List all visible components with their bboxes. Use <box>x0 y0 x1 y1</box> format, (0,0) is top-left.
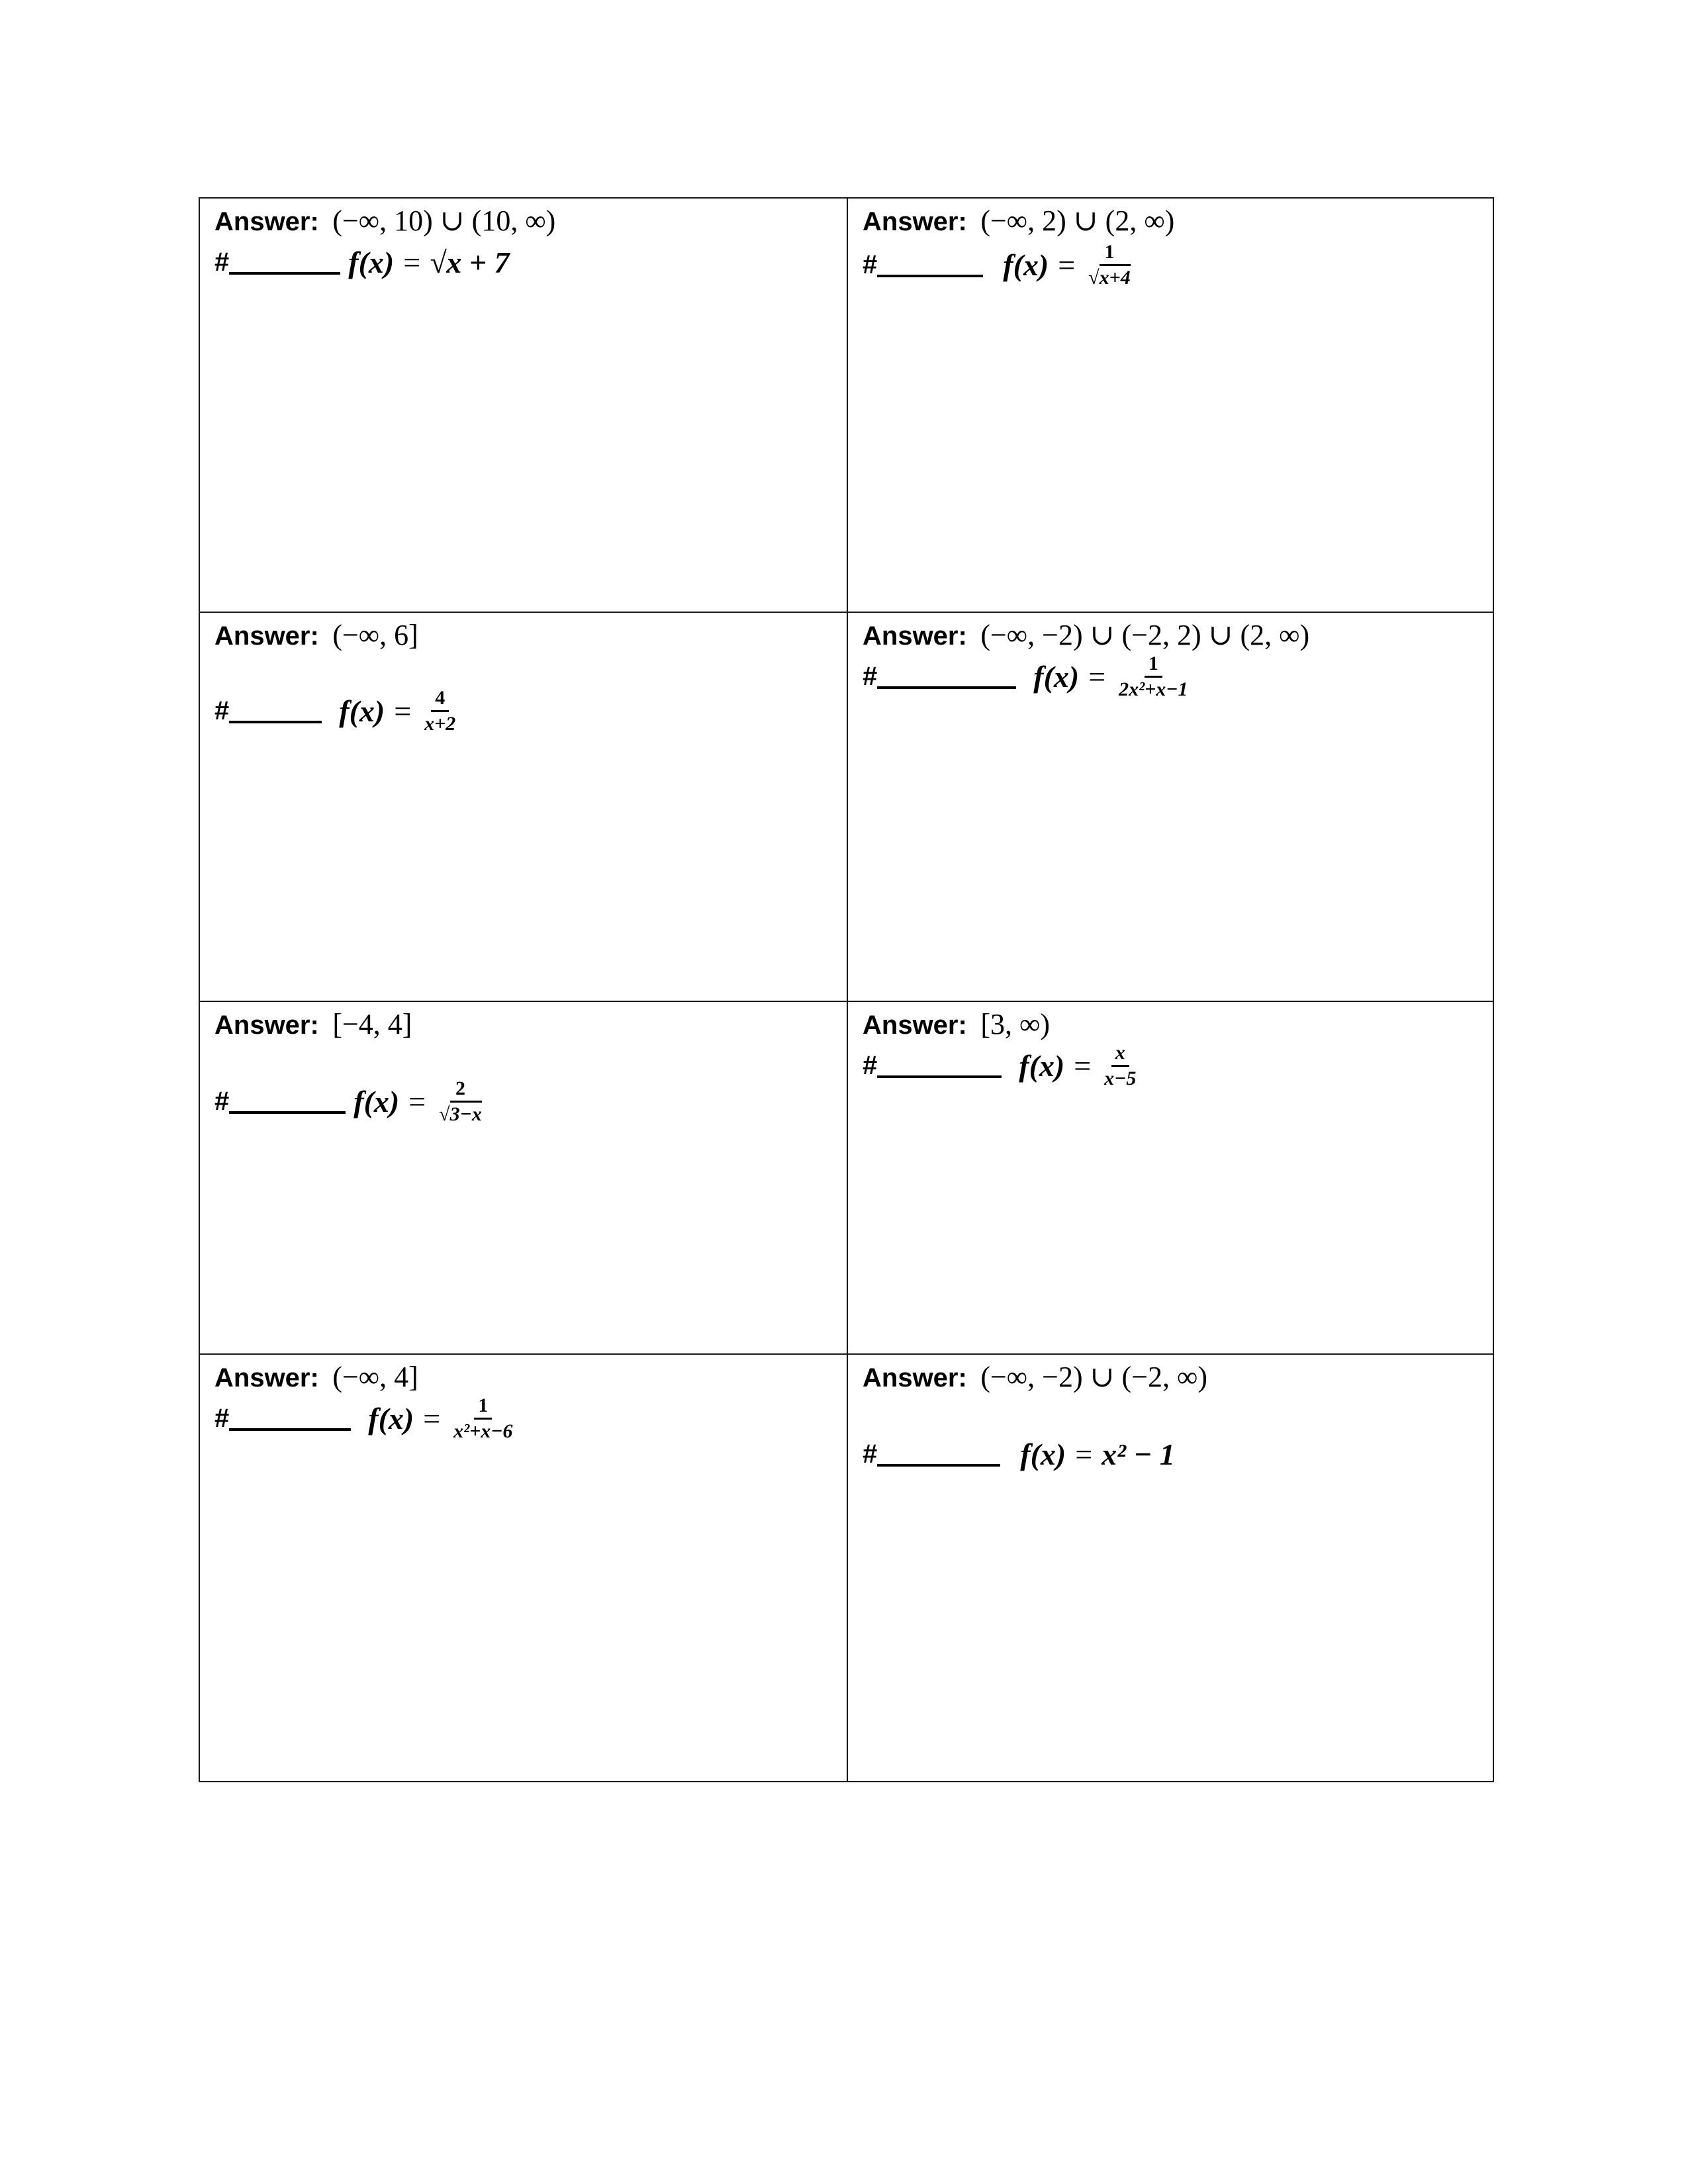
function-line <box>214 236 510 289</box>
number-blank[interactable] <box>877 664 1016 689</box>
answer-label: Answer: <box>214 207 319 236</box>
answer-value: [−4, 4] <box>332 1008 412 1040</box>
answer-line <box>863 617 1309 655</box>
function-formula <box>1019 1042 1140 1089</box>
function-line <box>863 1428 1175 1480</box>
equals-sign: = <box>1088 659 1106 694</box>
function-formula <box>339 688 459 735</box>
function-lhs: f(x) <box>339 694 385 728</box>
answer-line <box>214 203 555 240</box>
card-4 <box>848 613 1493 1002</box>
card-1 <box>200 199 848 613</box>
number-blank[interactable] <box>877 1053 1002 1078</box>
equals-sign: = <box>403 245 421 279</box>
radicand: 3−x <box>450 1101 482 1125</box>
function-formula <box>1033 653 1192 700</box>
answer-label: Answer: <box>214 1011 319 1040</box>
function-lhs: f(x) <box>1019 1048 1065 1083</box>
fraction <box>435 1078 486 1125</box>
number-sign: # <box>214 696 230 725</box>
equals-sign: = <box>423 1401 441 1435</box>
answer-label: Answer: <box>214 1363 319 1392</box>
card-8 <box>848 1355 1493 1781</box>
card-2 <box>848 199 1493 613</box>
numerator: 1 <box>1145 653 1162 678</box>
equals-sign: = <box>1075 1437 1093 1471</box>
answer-value: (−∞, 2) ∪ (2, ∞) <box>980 205 1175 237</box>
denominator <box>1084 266 1135 289</box>
function-rhs: x² − 1 <box>1102 1437 1175 1471</box>
fraction <box>449 1395 516 1442</box>
answer-card-grid <box>199 197 1494 1782</box>
function-formula <box>1020 1437 1175 1472</box>
card-5 <box>200 1002 848 1355</box>
answer-label: Answer: <box>214 621 319 651</box>
equals-sign: = <box>408 1084 426 1118</box>
denominator <box>435 1103 486 1125</box>
equals-sign: = <box>394 694 412 728</box>
numerator: 1 <box>474 1395 492 1420</box>
answer-value: (−∞, 6] <box>332 619 418 651</box>
number-sign: # <box>863 1439 878 1469</box>
answer-line <box>863 1006 1050 1044</box>
number-sign: # <box>863 661 878 691</box>
function-line <box>214 1075 486 1128</box>
function-line <box>214 1392 516 1445</box>
function-lhs: f(x) <box>1033 659 1080 694</box>
number-sign: # <box>863 1050 878 1080</box>
answer-label: Answer: <box>863 1011 967 1040</box>
function-line <box>863 1039 1140 1092</box>
function-formula <box>1003 242 1135 289</box>
number-blank[interactable] <box>229 1089 346 1114</box>
card-6 <box>848 1002 1493 1355</box>
function-line <box>863 238 1135 291</box>
function-rhs: √x + 7 <box>430 245 510 279</box>
function-line <box>214 684 459 737</box>
card-3 <box>200 613 848 1002</box>
number-sign: # <box>214 1086 230 1116</box>
answer-value: (−∞, −2) ∪ (−2, 2) ∪ (2, ∞) <box>980 619 1310 651</box>
denominator: x−5 <box>1104 1067 1137 1089</box>
answer-label: Answer: <box>863 621 967 651</box>
denominator: x+2 <box>424 712 456 735</box>
number-blank[interactable] <box>229 698 322 723</box>
numerator: 4 <box>431 688 449 712</box>
fraction <box>420 688 459 735</box>
number-sign: # <box>863 250 878 279</box>
equals-sign: = <box>1058 248 1076 282</box>
function-formula <box>353 1078 486 1125</box>
function-formula <box>348 245 509 280</box>
denominator: 2x²+x−1 <box>1119 678 1188 700</box>
answer-line <box>214 1006 412 1044</box>
fraction <box>1100 1042 1140 1089</box>
number-blank[interactable] <box>229 250 340 275</box>
function-lhs: f(x) <box>348 245 395 279</box>
answer-line <box>863 1359 1207 1396</box>
answer-line <box>214 1359 418 1396</box>
function-lhs: f(x) <box>1020 1437 1066 1471</box>
answer-value: (−∞, −2) ∪ (−2, ∞) <box>980 1361 1207 1393</box>
number-blank[interactable] <box>877 252 983 277</box>
function-lhs: f(x) <box>368 1401 414 1435</box>
function-lhs: f(x) <box>1003 248 1049 282</box>
function-lhs: f(x) <box>353 1084 400 1118</box>
radicand: x+4 <box>1100 264 1131 289</box>
numerator: x <box>1111 1042 1129 1067</box>
number-blank[interactable] <box>877 1441 1000 1467</box>
sqrt-symbol: √ <box>1088 266 1100 289</box>
denominator: x²+x−6 <box>453 1420 513 1442</box>
answer-line <box>214 617 418 655</box>
card-7 <box>200 1355 848 1781</box>
answer-value: [3, ∞) <box>980 1008 1050 1040</box>
sqrt-symbol: √ <box>439 1103 450 1125</box>
number-blank[interactable] <box>229 1406 351 1431</box>
function-line <box>863 650 1192 703</box>
fraction <box>1084 242 1135 289</box>
numerator: 1 <box>1100 242 1118 266</box>
number-sign: # <box>214 247 230 277</box>
equals-sign: = <box>1074 1048 1092 1083</box>
fraction <box>1115 653 1192 700</box>
answer-line <box>863 203 1174 240</box>
number-sign: # <box>214 1403 230 1433</box>
answer-value: (−∞, 4] <box>332 1361 418 1393</box>
function-formula <box>368 1395 516 1442</box>
answer-value: (−∞, 10) ∪ (10, ∞) <box>332 205 556 237</box>
numerator: 2 <box>451 1078 469 1103</box>
answer-label: Answer: <box>863 207 967 236</box>
answer-label: Answer: <box>863 1363 967 1392</box>
